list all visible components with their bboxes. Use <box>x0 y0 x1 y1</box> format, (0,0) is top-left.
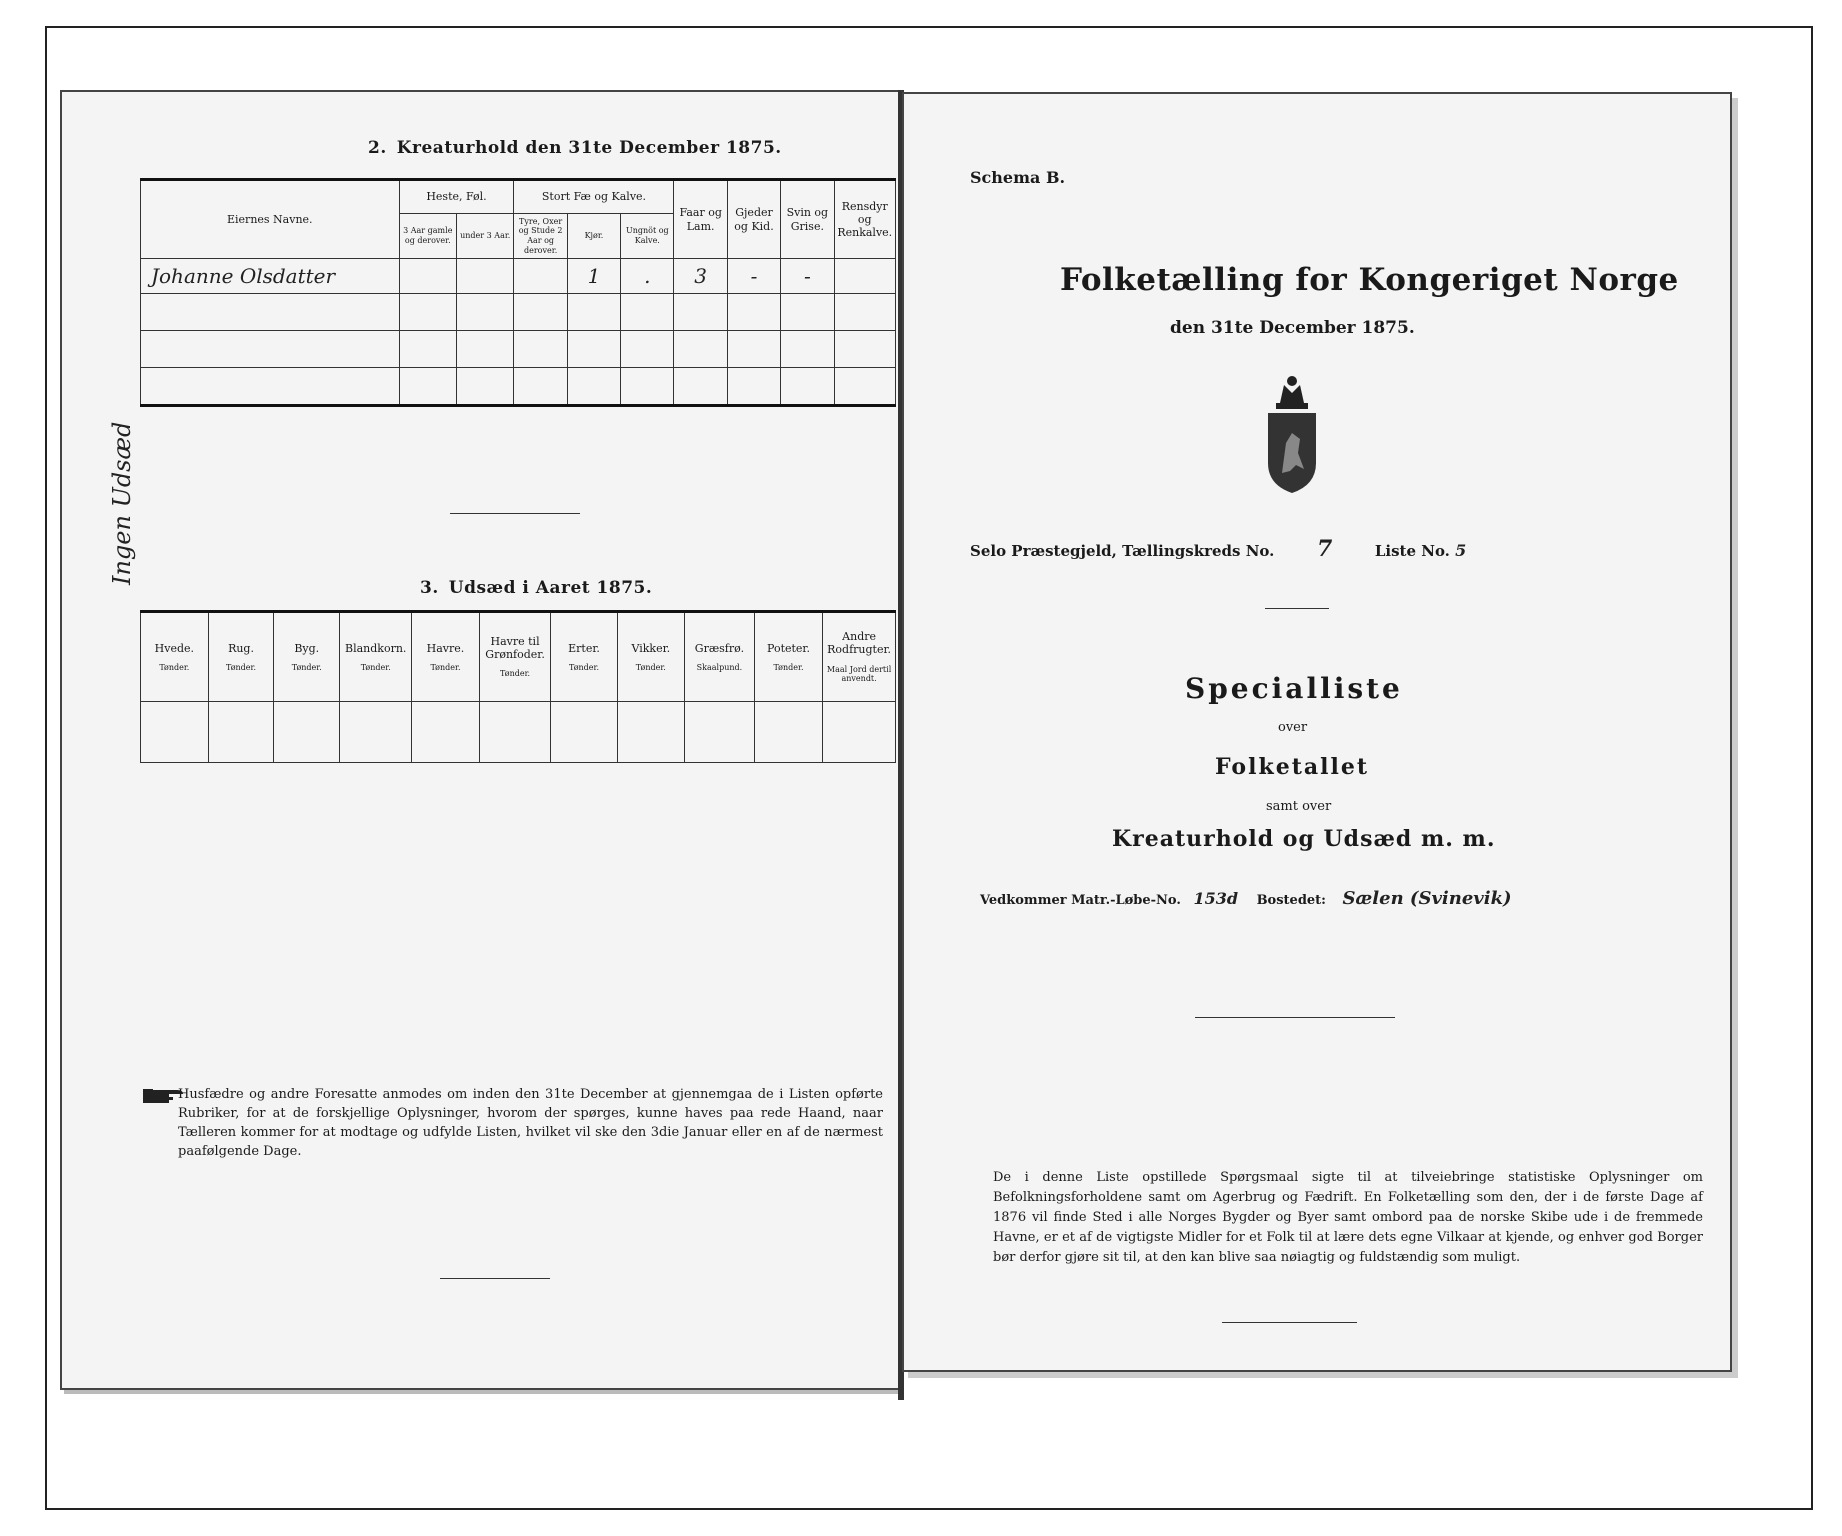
udsaed-col-header <box>208 612 274 702</box>
folketallet-title: Folketallet <box>1215 754 1369 780</box>
udsaed-col-unit: Tønder. <box>360 662 391 672</box>
col-heste: Heste, Føl. <box>399 180 514 214</box>
cell: . <box>621 259 674 294</box>
owner-name-cell: Johanne Olsdatter <box>141 259 400 294</box>
udsaed-col-name: Byg. <box>294 641 320 655</box>
col-gjeder: Gjeder og Kid. <box>727 180 780 259</box>
udsaed-cell <box>685 702 755 763</box>
udsaed-col-unit: Tønder. <box>500 669 531 679</box>
section-number: 2. <box>368 138 387 158</box>
udsaed-cell <box>617 702 685 763</box>
udsaed-col-header <box>754 612 822 702</box>
udsaed-col-name: Rug. <box>228 641 254 655</box>
col-heste-young: under 3 Aar. <box>457 214 514 259</box>
udsaed-col-header <box>823 612 896 702</box>
udsaed-col-unit: Tønder. <box>773 662 804 672</box>
udsaed-cell <box>412 702 479 763</box>
kreaturhold-title <box>368 138 782 158</box>
kreaturhold-subtitle: Kreaturhold og Udsæd m. m. <box>1112 826 1496 852</box>
udsaed-col-unit: Tønder. <box>159 662 190 672</box>
udsaed-col-name: Græsfrø. <box>694 641 745 655</box>
udsaed-col-header <box>274 612 340 702</box>
udsaed-col-header <box>412 612 479 702</box>
udsaed-col-unit: Tønder. <box>569 662 600 672</box>
col-ungnot: Ungnöt og Kalve. <box>621 214 674 259</box>
cell <box>834 259 895 294</box>
kreaturhold-table <box>140 178 896 407</box>
table-row <box>141 259 896 294</box>
cell <box>399 259 456 294</box>
udsaed-col-header <box>685 612 755 702</box>
udsaed-title <box>420 578 652 598</box>
cell: - <box>727 259 780 294</box>
cell: - <box>781 259 834 294</box>
schema-label: Schema B. <box>970 168 1066 187</box>
udsaed-col-unit: Maal Jord dertil anvendt. <box>826 664 892 684</box>
udsaed-cell <box>340 702 412 763</box>
udsaed-col-name: Blandkorn. <box>345 641 407 655</box>
explanatory-text: De i denne Liste opstillede Spørgsmaal sigte til at tilveiebringe statistiske Oplysninger om Befolkningsforholdene samt om Agerbrug og Fædrift. En Folketælling som den, der i de første Dage af 1876 vil finde Sted i alle Norges Bygder og Byer samt ombord paa de norske Skibe ude i de fremmede Havne, er et af de vigtigste Midler for et Folk til at lære dets egne Vilkaar at kjende, og enhver god Borger bør derfor gjøre sit til, at den kan blive saa nøiagtig og fuldstændig som muligt. <box>993 1170 1703 1265</box>
udsaed-cell <box>479 702 551 763</box>
bosted-label: Bostedet: <box>1256 893 1326 908</box>
udsaed-cell <box>823 702 896 763</box>
udsaed-col-header <box>617 612 685 702</box>
col-rensdyr: Rensdyr og Renkalve. <box>834 180 895 259</box>
cell <box>457 259 514 294</box>
udsaed-cell <box>208 702 274 763</box>
page-title: Folketælling for Kongeriget Norge <box>1060 262 1679 298</box>
col-stort-fae: Stort Fæ og Kalve. <box>514 180 674 214</box>
cell: 3 <box>674 259 727 294</box>
section-title-text: Udsæd i Aaret 1875. <box>448 578 653 598</box>
udsaed-table <box>140 610 896 763</box>
udsaed-col-header <box>551 612 617 702</box>
udsaed-col-name: Andre Rodfrugter. <box>827 630 892 657</box>
col-heste-old: 3 Aar gamle og derover. <box>399 214 456 259</box>
over-text: over <box>1278 720 1308 735</box>
divider <box>1195 1017 1395 1018</box>
side-note: Ingen Udsæd <box>108 421 136 585</box>
matr-value: 153d <box>1193 889 1239 908</box>
section-number: 3. <box>420 578 439 598</box>
cell <box>514 259 567 294</box>
specialliste-title: Specialliste <box>1185 672 1403 705</box>
kreds-value: 7 <box>1316 536 1333 562</box>
matr-label: Vedkommer Matr.-Løbe-No. <box>980 893 1181 908</box>
divider <box>440 1278 550 1279</box>
udsaed-col-unit: Tønder. <box>226 662 257 672</box>
notice-text: Husfædre og andre Foresatte anmodes om inden den 31te December at gjennemgaa de i Listen opførte Rubriker, for at de forskjellige Oplysninger, hvorom der spørges, kunne haves paa rede Haand, naar Tælleren kommer for at modtage og udfylde Listen, hvilket vil ske den 3die Januar eller en af de nærmest paafølgende Dage. <box>178 1087 883 1159</box>
cell: 1 <box>567 259 620 294</box>
divider <box>450 513 580 514</box>
udsaed-col-name: Erter. <box>568 641 600 655</box>
bosted-value: Sælen (Svinevik) <box>1342 888 1512 909</box>
col-faar: Faar og Lam. <box>674 180 727 259</box>
udsaed-col-header <box>340 612 412 702</box>
udsaed-col-name: Hvede. <box>154 641 195 655</box>
samt-over-text: samt over <box>1266 799 1332 814</box>
udsaed-col-name: Poteter. <box>766 641 810 655</box>
coat-of-arms-icon <box>1262 373 1322 495</box>
col-tyre: Tyre, Oxer og Stude 2 Aar og derover. <box>514 214 567 259</box>
udsaed-col-header <box>479 612 551 702</box>
liste-label: Liste No. <box>1374 542 1450 560</box>
udsaed-cell <box>551 702 617 763</box>
udsaed-col-name: Havre. <box>426 641 465 655</box>
udsaed-col-header <box>141 612 209 702</box>
divider <box>1222 1322 1357 1323</box>
udsaed-col-name: Vikker. <box>631 641 671 655</box>
udsaed-cell <box>274 702 340 763</box>
udsaed-col-unit: Tønder. <box>291 662 322 672</box>
liste-value: 5 <box>1455 541 1467 560</box>
table-row <box>141 294 896 331</box>
col-kjor: Kjør. <box>567 214 620 259</box>
col-owner-name: Eiernes Navne. <box>141 180 400 259</box>
prestegjeld-label: Selo Præstegjeld, <box>970 542 1117 560</box>
udsaed-cell <box>141 702 209 763</box>
col-svin: Svin og Grise. <box>781 180 834 259</box>
date-line: den 31te December 1875. <box>1170 318 1415 338</box>
section-title-text: Kreaturhold den 31te December 1875. <box>396 138 782 158</box>
udsaed-col-name: Havre til Grønfoder. <box>485 635 545 662</box>
udsaed-col-unit: Tønder. <box>430 662 461 672</box>
table-row <box>141 331 896 368</box>
property-line <box>980 888 1512 909</box>
kreds-label: Tællingskreds No. <box>1122 542 1275 560</box>
table-row <box>141 368 896 406</box>
location-line <box>970 536 1466 562</box>
udsaed-col-unit: Skaalpund. <box>696 662 743 672</box>
udsaed-col-unit: Tønder. <box>635 662 666 672</box>
divider <box>1265 608 1329 609</box>
udsaed-cell <box>754 702 822 763</box>
